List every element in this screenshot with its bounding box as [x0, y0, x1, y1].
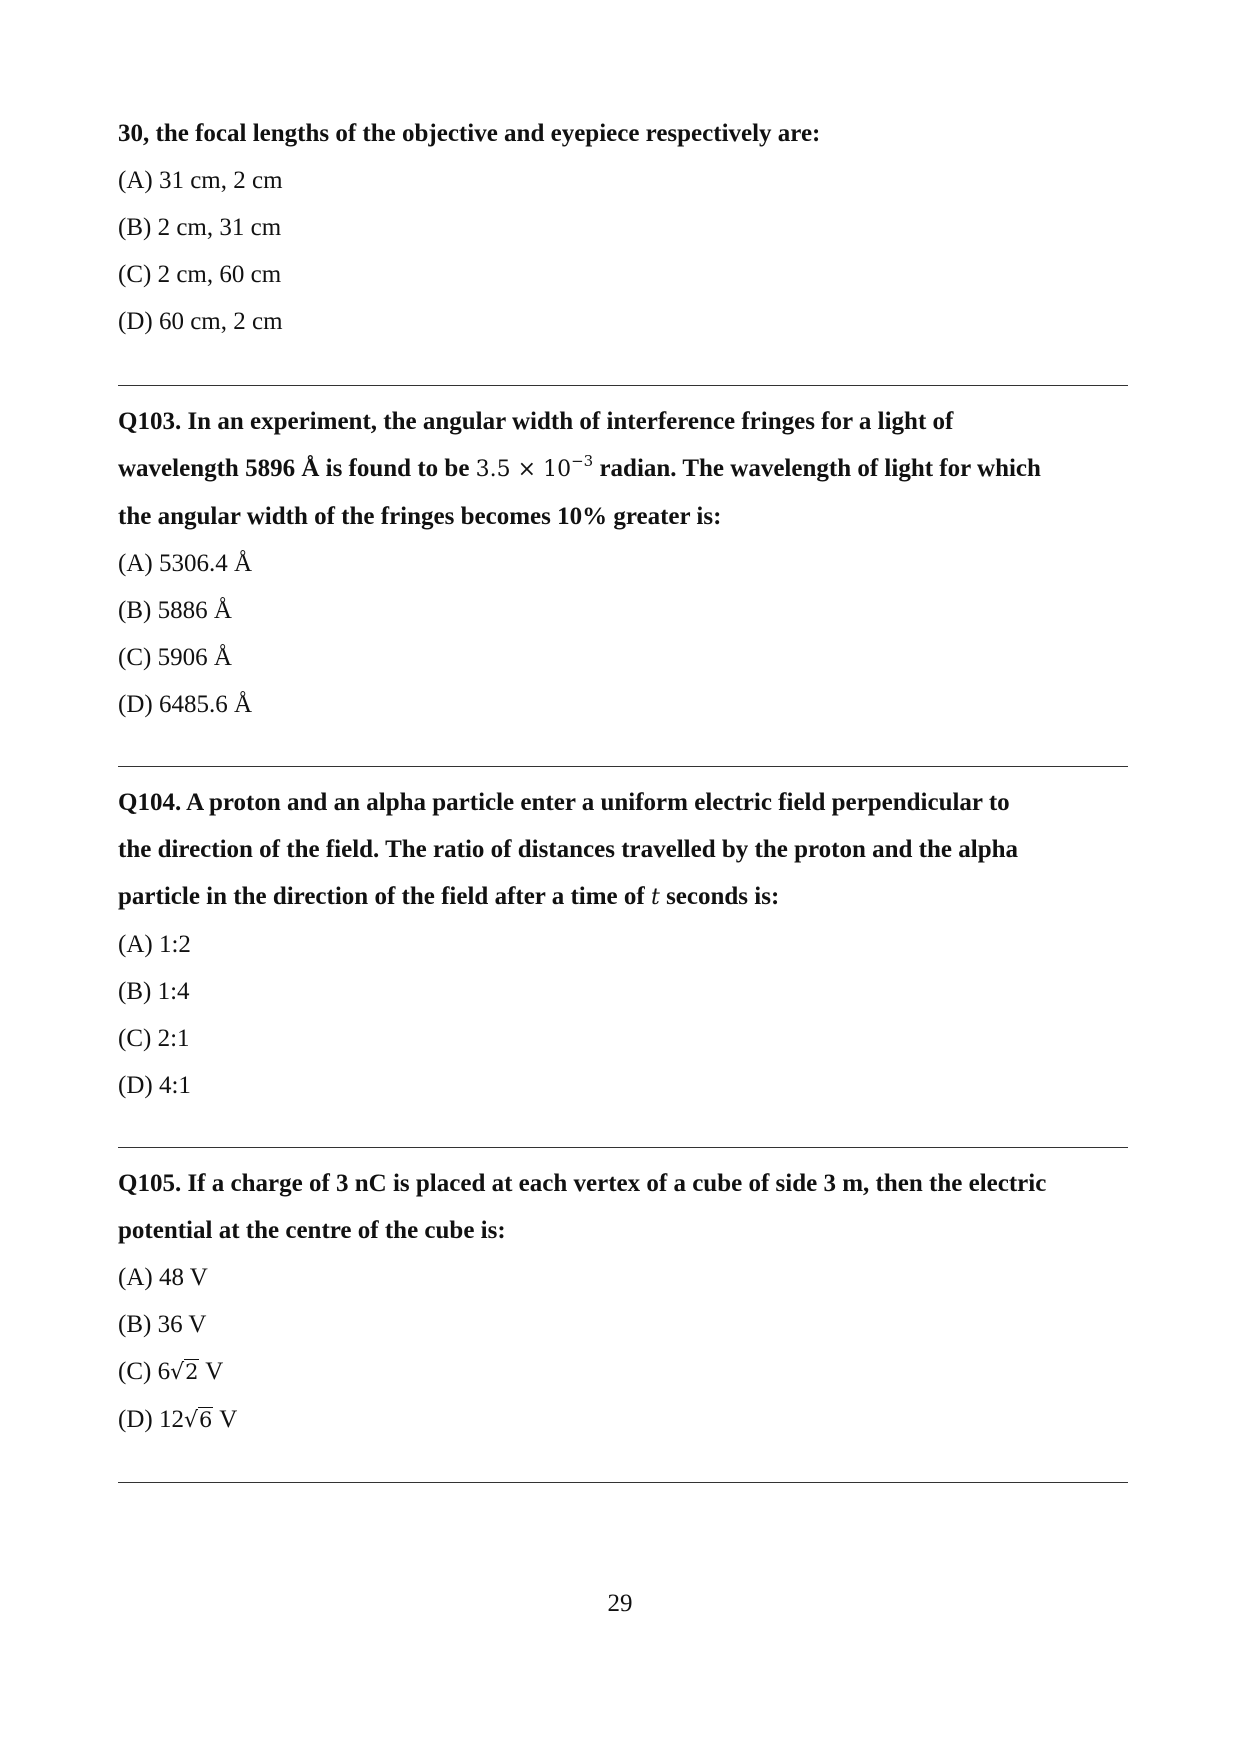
divider — [118, 1482, 1128, 1483]
math-variable — [651, 885, 660, 910]
radical-sign: √ — [183, 1408, 198, 1433]
square-root — [170, 1358, 199, 1385]
option-d: (D) 60 cm, 2 cm — [118, 308, 283, 335]
question-105 — [118, 1160, 1128, 1444]
question-text: A proton and an alpha particle enter a uniform electric field perpendicular to — [186, 789, 1010, 816]
question-text-line: the angular width of the fringes becomes 10% greater is: — [118, 503, 722, 530]
math-base: 3.5 × 10 — [475, 457, 572, 482]
question-text: radian. The wavelength of light for which — [599, 455, 1041, 482]
radicand: 6 — [199, 1408, 213, 1432]
question-text: If a charge of 3 nC is placed at each vertex of a cube of side 3 m, then the electric — [187, 1170, 1047, 1197]
page-number: 29 — [607, 1590, 633, 1617]
option-d: (D) 6485.6 Å — [118, 691, 253, 718]
math-exponent: −3 — [571, 451, 594, 470]
square-root — [184, 1406, 213, 1433]
option-label: (C) 6 — [118, 1358, 171, 1385]
option-d — [118, 1396, 1128, 1444]
option-c: (C) 5906 Å — [118, 644, 232, 671]
option-c: (C) 2 cm, 60 cm — [118, 261, 282, 288]
option-c — [118, 1348, 1128, 1396]
question-text: In an experiment, the angular width of interference fringes for a light of — [187, 408, 954, 435]
option-b: (B) 5886 Å — [118, 597, 232, 624]
option-c: (C) 2:1 — [118, 1025, 190, 1052]
page-content — [118, 112, 1128, 1483]
question-text-line — [118, 445, 1128, 493]
option-unit: V — [219, 1406, 238, 1433]
question-text: wavelength 5896 Å is found to be — [118, 455, 470, 482]
question-number: Q104. — [118, 789, 182, 816]
math-expression — [475, 451, 594, 482]
option-b: (B) 2 cm, 31 cm — [118, 214, 282, 241]
option-label: (D) 12 — [118, 1406, 184, 1433]
question-103 — [118, 398, 1128, 728]
option-d: (D) 4:1 — [118, 1072, 191, 1099]
question-text-line — [118, 779, 1128, 826]
question-104 — [118, 779, 1128, 1109]
radical-sign: √ — [170, 1360, 185, 1385]
option-a: (A) 31 cm, 2 cm — [118, 167, 283, 194]
option-b: (B) 1:4 — [118, 978, 190, 1005]
option-a: (A) 48 V — [118, 1264, 208, 1291]
question-number: Q105. — [118, 1170, 182, 1197]
question-fragment — [118, 110, 1128, 345]
question-text-line: potential at the centre of the cube is: — [118, 1217, 506, 1244]
question-text-line — [118, 873, 1128, 921]
option-a: (A) 1:2 — [118, 931, 191, 958]
variable-t: t — [650, 885, 660, 910]
radicand: 2 — [185, 1360, 199, 1384]
question-text-line: the direction of the field. The ratio of distances travelled by the proton and the alpha — [118, 836, 1018, 863]
question-number: Q103. — [118, 408, 182, 435]
question-text: seconds is: — [666, 883, 780, 910]
option-b: (B) 36 V — [118, 1311, 207, 1338]
question-text-line — [118, 1160, 1128, 1207]
option-unit: V — [205, 1358, 224, 1385]
option-a: (A) 5306.4 Å — [118, 550, 253, 577]
question-tail: 30, the focal lengths of the objective and eyepiece respectively are: — [118, 120, 821, 147]
question-text-line — [118, 398, 1128, 445]
question-text: particle in the direction of the field after a time of — [118, 883, 645, 910]
